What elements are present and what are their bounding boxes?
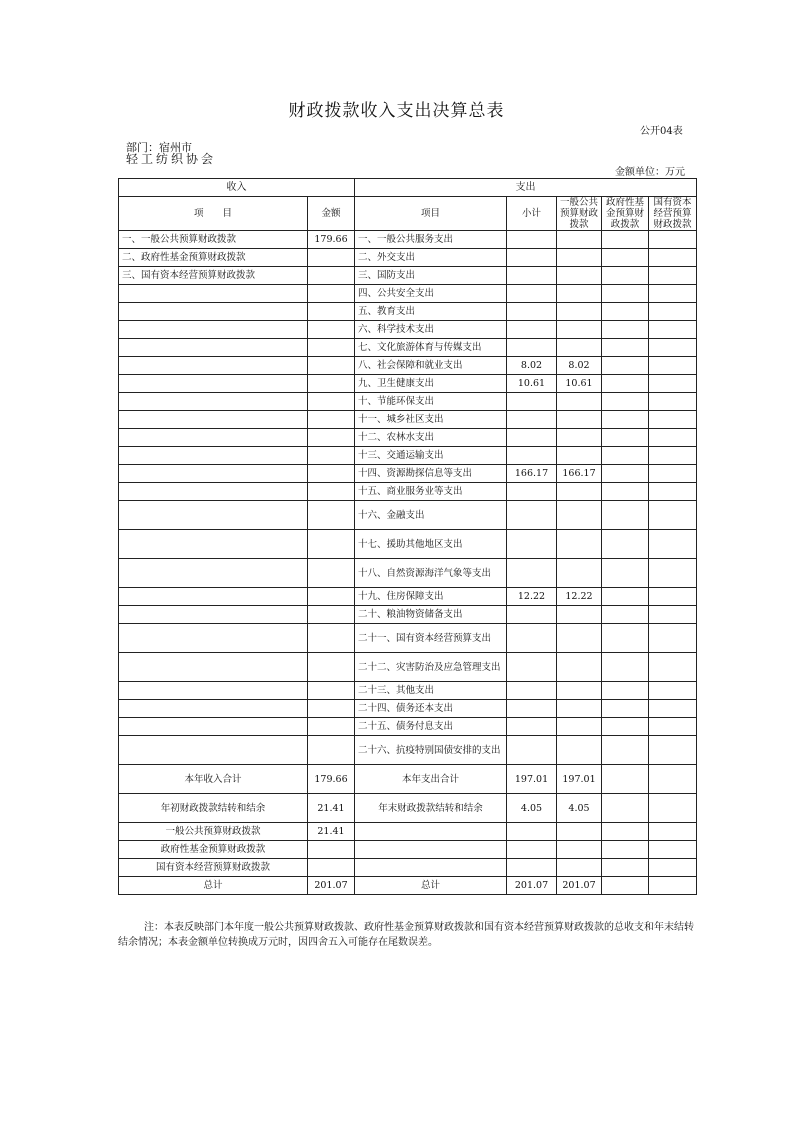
- income-amount-cell: 179.66: [308, 231, 355, 249]
- income-amount-cell: 21.41: [308, 823, 355, 841]
- income-item-cell: [119, 411, 308, 429]
- table-row: [119, 624, 697, 653]
- general-budget-cell: [557, 339, 602, 357]
- state-capital-cell: [649, 624, 697, 653]
- general-budget-cell: [557, 736, 602, 765]
- unit-label: 金额单位：万元: [615, 167, 685, 178]
- income-item-cell: [119, 718, 308, 736]
- page-title: 财政拨款收入支出决算总表: [288, 101, 505, 121]
- table-row: [119, 823, 697, 841]
- subtotal-cell: [507, 483, 557, 501]
- gov-fund-cell: [602, 429, 649, 447]
- table-row: [119, 794, 697, 823]
- income-item-cell: [119, 339, 308, 357]
- expenditure-item-cell: 九、卫生健康支出: [355, 375, 507, 393]
- income-amount-cell: 21.41: [308, 794, 355, 823]
- expenditure-item-cell: 二十一、国有资本经营预算支出: [355, 624, 507, 653]
- state-capital-cell: [649, 794, 697, 823]
- gov-fund-cell: [602, 718, 649, 736]
- expenditure-item-cell: 二十五、债务付息支出: [355, 718, 507, 736]
- gov-fund-cell: [602, 736, 649, 765]
- income-amount-header: 金额: [308, 197, 355, 231]
- income-amount-cell: [308, 303, 355, 321]
- expenditure-item-cell: 十二、农林水支出: [355, 429, 507, 447]
- subtotal-cell: [507, 339, 557, 357]
- general-budget-cell: [557, 303, 602, 321]
- subtotal-cell: [507, 285, 557, 303]
- income-item-cell: [119, 624, 308, 653]
- gov-fund-cell: [602, 465, 649, 483]
- expenditure-item-cell: 十四、资源勘探信息等支出: [355, 465, 507, 483]
- income-item-cell: [119, 447, 308, 465]
- subtotal-cell: [507, 303, 557, 321]
- table-row: [119, 501, 697, 530]
- general-budget-cell: [557, 823, 602, 841]
- expenditure-item-cell: [355, 841, 507, 859]
- state-capital-header: 国有资本经营预算财政拨款: [649, 197, 697, 231]
- income-amount-cell: [308, 682, 355, 700]
- income-item-cell: [119, 530, 308, 559]
- expenditure-item-cell: 十三、交通运输支出: [355, 447, 507, 465]
- state-capital-cell: [649, 823, 697, 841]
- state-capital-cell: [649, 483, 697, 501]
- subtotal-cell: [507, 559, 557, 588]
- income-amount-cell: [308, 736, 355, 765]
- gov-fund-cell: [602, 823, 649, 841]
- gov-fund-cell: [602, 624, 649, 653]
- general-budget-cell: [557, 653, 602, 682]
- income-item-cell: 二、政府性基金预算财政拨款: [119, 249, 308, 267]
- state-capital-cell: [649, 736, 697, 765]
- expenditure-item-cell: 一、一般公共服务支出: [355, 231, 507, 249]
- gov-fund-cell: [602, 285, 649, 303]
- income-amount-cell: [308, 624, 355, 653]
- subtotal-cell: 166.17: [507, 465, 557, 483]
- general-budget-cell: [557, 267, 602, 285]
- state-capital-cell: [649, 447, 697, 465]
- general-budget-cell: [557, 231, 602, 249]
- state-capital-cell: [649, 411, 697, 429]
- expenditure-item-cell: 四、公共安全支出: [355, 285, 507, 303]
- table-row: [119, 393, 697, 411]
- subtotal-cell: [507, 530, 557, 559]
- table-row: [119, 700, 697, 718]
- department-name: 轻工纺织协会: [126, 152, 217, 166]
- table-row: [119, 718, 697, 736]
- general-budget-cell: [557, 501, 602, 530]
- expenditure-item-cell: 本年支出合计: [355, 765, 507, 794]
- general-budget-cell: [557, 411, 602, 429]
- state-capital-cell: [649, 303, 697, 321]
- income-amount-cell: [308, 465, 355, 483]
- income-item-cell: [119, 736, 308, 765]
- table-row: [119, 285, 697, 303]
- expenditure-item-cell: 总计: [355, 877, 507, 895]
- general-budget-cell: [557, 285, 602, 303]
- state-capital-cell: [649, 682, 697, 700]
- income-section-header: 收入: [119, 179, 355, 197]
- general-budget-cell: [557, 559, 602, 588]
- income-amount-cell: [308, 483, 355, 501]
- state-capital-cell: [649, 267, 697, 285]
- income-item-cell: [119, 393, 308, 411]
- income-item-cell: [119, 653, 308, 682]
- table-body: [119, 231, 697, 895]
- income-item-cell: [119, 682, 308, 700]
- gov-fund-cell: [602, 357, 649, 375]
- table-row: [119, 231, 697, 249]
- general-budget-header: 一般公共预算财政拨款: [557, 197, 602, 231]
- state-capital-cell: [649, 530, 697, 559]
- fiscal-summary-table: [118, 178, 697, 895]
- income-amount-cell: 201.07: [308, 877, 355, 895]
- table-row: [119, 653, 697, 682]
- income-item-cell: [119, 357, 308, 375]
- state-capital-cell: [649, 321, 697, 339]
- expenditure-item-cell: 二十四、债务还本支出: [355, 700, 507, 718]
- income-amount-cell: [308, 606, 355, 624]
- income-item-cell: [119, 465, 308, 483]
- gov-fund-cell: [602, 231, 649, 249]
- subtotal-cell: 201.07: [507, 877, 557, 895]
- state-capital-cell: [649, 375, 697, 393]
- income-item-cell: 一般公共预算财政拨款: [119, 823, 308, 841]
- income-item-cell: 一、一般公共预算财政拨款: [119, 231, 308, 249]
- income-item-cell: [119, 606, 308, 624]
- subtotal-cell: [507, 429, 557, 447]
- expenditure-item-cell: 十七、援助其他地区支出: [355, 530, 507, 559]
- state-capital-cell: [649, 249, 697, 267]
- table-row: [119, 429, 697, 447]
- table-row: [119, 588, 697, 606]
- gov-fund-cell: [602, 877, 649, 895]
- subtotal-cell: [507, 393, 557, 411]
- table-row: [119, 736, 697, 765]
- gov-fund-cell: [602, 393, 649, 411]
- subtotal-cell: 12.22: [507, 588, 557, 606]
- income-amount-cell: [308, 718, 355, 736]
- income-item-cell: [119, 321, 308, 339]
- income-item-cell: 政府性基金预算财政拨款: [119, 841, 308, 859]
- gov-fund-cell: [602, 339, 649, 357]
- expenditure-item-cell: 三、国防支出: [355, 267, 507, 285]
- state-capital-cell: [649, 859, 697, 877]
- general-budget-cell: [557, 859, 602, 877]
- general-budget-cell: [557, 700, 602, 718]
- gov-fund-cell: [602, 700, 649, 718]
- gov-fund-cell: [602, 483, 649, 501]
- expenditure-item-cell: 八、社会保障和就业支出: [355, 357, 507, 375]
- expenditure-item-cell: 年末财政拨款结转和结余: [355, 794, 507, 823]
- income-item-cell: 年初财政拨款结转和结余: [119, 794, 308, 823]
- income-amount-cell: [308, 339, 355, 357]
- income-item-cell: [119, 303, 308, 321]
- gov-fund-cell: [602, 530, 649, 559]
- expenditure-item-cell: 二十二、灾害防治及应急管理支出: [355, 653, 507, 682]
- table-row: [119, 877, 697, 895]
- subtotal-cell: [507, 411, 557, 429]
- subtotal-cell: [507, 624, 557, 653]
- income-item-cell: [119, 375, 308, 393]
- general-budget-cell: [557, 682, 602, 700]
- gov-fund-cell: [602, 375, 649, 393]
- subtotal-cell: [507, 682, 557, 700]
- general-budget-cell: 197.01: [557, 765, 602, 794]
- income-amount-cell: [308, 285, 355, 303]
- table-row: [119, 859, 697, 877]
- general-budget-cell: 10.61: [557, 375, 602, 393]
- general-budget-cell: [557, 606, 602, 624]
- subtotal-cell: [507, 823, 557, 841]
- expenditure-item-cell: 七、文化旅游体育与传媒支出: [355, 339, 507, 357]
- expenditure-item-cell: [355, 859, 507, 877]
- state-capital-cell: [649, 877, 697, 895]
- subtotal-cell: [507, 606, 557, 624]
- income-amount-cell: [308, 859, 355, 877]
- expenditure-item-cell: 二十三、其他支出: [355, 682, 507, 700]
- subtotal-cell: [507, 249, 557, 267]
- subtotal-cell: 10.61: [507, 375, 557, 393]
- table-row: [119, 530, 697, 559]
- income-amount-cell: [308, 501, 355, 530]
- state-capital-cell: [649, 231, 697, 249]
- income-item-cell: 总计: [119, 877, 308, 895]
- general-budget-cell: 8.02: [557, 357, 602, 375]
- state-capital-cell: [649, 765, 697, 794]
- form-number: 公开04表: [640, 126, 683, 137]
- general-budget-cell: [557, 321, 602, 339]
- table-row: [119, 267, 697, 285]
- state-capital-cell: [649, 501, 697, 530]
- state-capital-cell: [649, 285, 697, 303]
- table-row: [119, 765, 697, 794]
- table-row: [119, 249, 697, 267]
- gov-fund-cell: [602, 447, 649, 465]
- income-item-cell: [119, 501, 308, 530]
- subtotal-cell: [507, 321, 557, 339]
- state-capital-cell: [649, 653, 697, 682]
- table-row: [119, 483, 697, 501]
- gov-fund-cell: [602, 859, 649, 877]
- subtotal-cell: [507, 859, 557, 877]
- income-item-cell: [119, 285, 308, 303]
- state-capital-cell: [649, 718, 697, 736]
- table-row: [119, 841, 697, 859]
- expenditure-item-cell: 二、外交支出: [355, 249, 507, 267]
- state-capital-cell: [649, 357, 697, 375]
- table-row: [119, 559, 697, 588]
- expenditure-item-cell: 十八、自然资源海洋气象等支出: [355, 559, 507, 588]
- table-row: [119, 447, 697, 465]
- income-amount-cell: 179.66: [308, 765, 355, 794]
- income-amount-cell: [308, 653, 355, 682]
- expenditure-item-cell: 十一、城乡社区支出: [355, 411, 507, 429]
- department-label: 部门：宿州市: [126, 141, 192, 154]
- gov-fund-cell: [602, 267, 649, 285]
- income-amount-cell: [308, 249, 355, 267]
- gov-fund-header: 政府性基金预算财政拨款: [602, 197, 649, 231]
- subtotal-cell: [507, 700, 557, 718]
- income-amount-cell: [308, 267, 355, 285]
- income-item-cell: [119, 588, 308, 606]
- expenditure-item-cell: 十、节能环保支出: [355, 393, 507, 411]
- gov-fund-cell: [602, 411, 649, 429]
- income-amount-cell: [308, 393, 355, 411]
- income-item-cell: 本年收入合计: [119, 765, 308, 794]
- income-item-cell: 三、国有资本经营预算财政拨款: [119, 267, 308, 285]
- gov-fund-cell: [602, 501, 649, 530]
- subtotal-cell: [507, 736, 557, 765]
- income-amount-cell: [308, 588, 355, 606]
- footnote: 注：本表反映部门本年度一般公共预算财政拨款、政府性基金预算财政拨款和国有资本经营预算财政拨款的总收支和年末结转结余情况；本表金额单位转换成万元时，因四舍五入可能存在尾数误差。: [118, 922, 694, 948]
- subtotal-cell: [507, 501, 557, 530]
- income-item-cell: [119, 429, 308, 447]
- income-amount-cell: [308, 700, 355, 718]
- gov-fund-cell: [602, 559, 649, 588]
- state-capital-cell: [649, 841, 697, 859]
- subtotal-cell: 197.01: [507, 765, 557, 794]
- general-budget-cell: [557, 447, 602, 465]
- income-item-cell: 国有资本经营预算财政拨款: [119, 859, 308, 877]
- state-capital-cell: [649, 559, 697, 588]
- expenditure-section-header: 支出: [355, 179, 697, 197]
- subtotal-cell: 4.05: [507, 794, 557, 823]
- income-amount-cell: [308, 357, 355, 375]
- general-budget-cell: [557, 530, 602, 559]
- table-row: [119, 357, 697, 375]
- income-item-cell: [119, 700, 308, 718]
- general-budget-cell: [557, 841, 602, 859]
- subtotal-cell: [507, 841, 557, 859]
- income-amount-cell: [308, 375, 355, 393]
- table-row: [119, 321, 697, 339]
- gov-fund-cell: [602, 606, 649, 624]
- table-row: [119, 682, 697, 700]
- expenditure-item-cell: 十六、金融支出: [355, 501, 507, 530]
- expenditure-item-cell: [355, 823, 507, 841]
- general-budget-cell: [557, 393, 602, 411]
- income-item-cell: [119, 559, 308, 588]
- state-capital-cell: [649, 429, 697, 447]
- expenditure-item-cell: 六、科学技术支出: [355, 321, 507, 339]
- state-capital-cell: [649, 339, 697, 357]
- expenditure-item-cell: 十五、商业服务业等支出: [355, 483, 507, 501]
- income-item-header: 项 目: [119, 197, 308, 231]
- gov-fund-cell: [602, 653, 649, 682]
- subtotal-header: 小计: [507, 197, 557, 231]
- income-amount-cell: [308, 321, 355, 339]
- expenditure-item-cell: 五、教育支出: [355, 303, 507, 321]
- gov-fund-cell: [602, 321, 649, 339]
- general-budget-cell: 4.05: [557, 794, 602, 823]
- expenditure-item-cell: 二十六、抗疫特别国债安排的支出: [355, 736, 507, 765]
- expenditure-item-header: 项目: [355, 197, 507, 231]
- state-capital-cell: [649, 606, 697, 624]
- income-item-cell: [119, 483, 308, 501]
- state-capital-cell: [649, 588, 697, 606]
- gov-fund-cell: [602, 765, 649, 794]
- state-capital-cell: [649, 700, 697, 718]
- gov-fund-cell: [602, 249, 649, 267]
- state-capital-cell: [649, 465, 697, 483]
- subtotal-cell: [507, 653, 557, 682]
- table-row: [119, 339, 697, 357]
- income-amount-cell: [308, 841, 355, 859]
- gov-fund-cell: [602, 682, 649, 700]
- subtotal-cell: [507, 447, 557, 465]
- subtotal-cell: [507, 231, 557, 249]
- expenditure-item-cell: 十九、住房保障支出: [355, 588, 507, 606]
- table-row: [119, 303, 697, 321]
- general-budget-cell: [557, 718, 602, 736]
- table-row: [119, 411, 697, 429]
- income-amount-cell: [308, 429, 355, 447]
- general-budget-cell: [557, 483, 602, 501]
- subtotal-cell: [507, 718, 557, 736]
- gov-fund-cell: [602, 841, 649, 859]
- general-budget-cell: 166.17: [557, 465, 602, 483]
- gov-fund-cell: [602, 588, 649, 606]
- gov-fund-cell: [602, 303, 649, 321]
- subtotal-cell: [507, 267, 557, 285]
- subtotal-cell: 8.02: [507, 357, 557, 375]
- general-budget-cell: [557, 249, 602, 267]
- income-amount-cell: [308, 530, 355, 559]
- table-row: [119, 465, 697, 483]
- general-budget-cell: [557, 624, 602, 653]
- general-budget-cell: [557, 429, 602, 447]
- income-amount-cell: [308, 411, 355, 429]
- table-row: [119, 606, 697, 624]
- state-capital-cell: [649, 393, 697, 411]
- table-row: [119, 375, 697, 393]
- income-amount-cell: [308, 447, 355, 465]
- expenditure-item-cell: 二十、粮油物资储备支出: [355, 606, 507, 624]
- income-amount-cell: [308, 559, 355, 588]
- general-budget-cell: 12.22: [557, 588, 602, 606]
- general-budget-cell: 201.07: [557, 877, 602, 895]
- gov-fund-cell: [602, 794, 649, 823]
